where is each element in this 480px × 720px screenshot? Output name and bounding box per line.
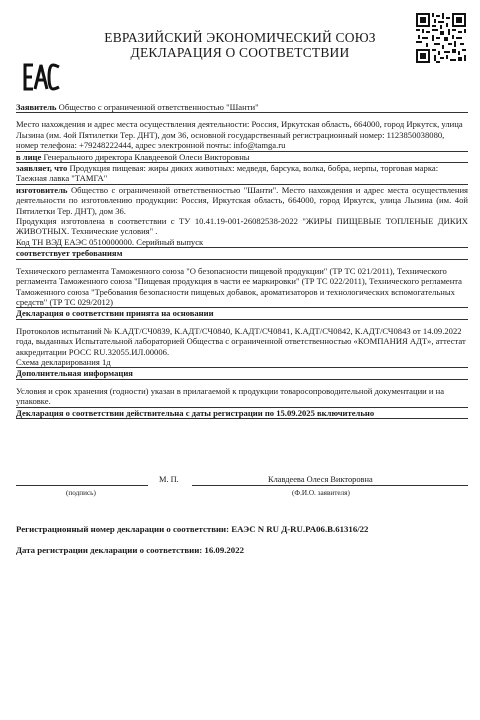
declares-section — [16, 163, 468, 185]
complies-section — [16, 266, 468, 309]
applicant-name: Общество с ограниченной ответственностью "Шанти" — [58, 102, 259, 112]
applicant-label: Заявитель — [16, 102, 57, 112]
additional-value: Условия и срок хранения (годности) указан в прилагаемой к продукции товаросопроводительной документации и на упаковке. — [16, 385, 445, 407]
basis-label: Декларация о соответствии принята на основании — [16, 308, 214, 319]
document-header — [60, 30, 420, 60]
manufacturer-value: Общество с ограниченной ответственностью "Шанти". Место нахождения и адрес места осуществления деятельности по изготовлению продукции: Россия, Иркутская область, 664000, город Иркутск, улица Лызина (им. 4ой Пятилетки Тер. ДНТ), дом 36. — [16, 184, 468, 216]
declaration-scheme: Схема декларирования 1д — [16, 356, 111, 367]
declares-label: заявляет, что — [16, 163, 68, 174]
basis-value: Протоколов испытаний № К.АДТ/СЧ0839, К.АДТ/СЧ0840, К.АДТ/СЧ0841, К.АДТ/СЧ0842, К.АДТ/СЧ0843 от 14.09.2022 года, выданных Испытательной лабораторией Общества с ограниченной ответственностью «КОМПАНИЯ АДТ», аттестат аккредитации РОСС RU.32055.ИЛ.00006. — [16, 325, 466, 357]
person-section — [16, 152, 468, 163]
manufacturer-spec: Продукция изготовлена в соответствии с ТУ 10.41.19-001-26082538-2022 "ЖИРЫ ПИЩЕВЫЕ ТОПЛЕНЫЕ ДИКИХ ЖИВОТНЫХ. Технические условия" . — [16, 216, 468, 237]
eac-logo — [22, 62, 62, 92]
manufacturer-label: изготовитель — [16, 184, 68, 195]
declaration-title: ДЕКЛАРАЦИЯ О СООТВЕТСТВИИ — [130, 45, 350, 60]
stamp-label: М. П. — [159, 475, 179, 484]
manufacturer-section — [16, 185, 468, 248]
applicant-section — [16, 102, 468, 113]
declaration-body — [16, 102, 468, 419]
additional-label-section — [16, 368, 468, 379]
registration-date: Дата регистрации декларации о соответствии: 16.09.2022 — [16, 545, 245, 555]
applicant-address: Место нахождения и адрес места осуществления деятельности: Россия, Иркутская область, 664000, город Иркутск, улица Лызина (им. 4ой Пятилетки Тер. ДНТ), дом 36, основной государственный регистрационный номер: 1123850038080, номер телефона: +79248222444, адрес электронной почты: info@tamga.ru — [16, 119, 463, 151]
qr-code — [416, 13, 466, 63]
name-caption: (Ф.И.О. заявителя) — [292, 489, 350, 497]
signature-line — [16, 485, 148, 486]
complies-label: соответствует требованиям — [16, 248, 123, 259]
name-line — [192, 485, 468, 486]
person-label: в лице — [16, 151, 42, 162]
registration-number: Регистрационный номер декларации о соответствии: ЕАЭС N RU Д-RU.PA06.B.61316/22 — [16, 524, 369, 534]
basis-label-section — [16, 308, 468, 319]
validity-section — [16, 408, 468, 419]
validity-text: Декларация о соответствии действительна с даты регистрации по 15.09.2025 включительно — [16, 407, 375, 418]
union-title: ЕВРАЗИЙСКИЙ ЭКОНОМИЧЕСКИЙ СОЮЗ — [104, 30, 376, 45]
product-code: Код ТН ВЭД ЕАЭС 0510000000. Серийный выпуск — [16, 236, 204, 247]
signature-caption: (подпись) — [66, 489, 96, 497]
signatory-name: Клавдеева Олеся Викторовна — [268, 475, 373, 484]
person-value: Генерального директора Клавдеевой Олеси Викторовны — [43, 151, 250, 162]
basis-section — [16, 326, 468, 369]
complies-label-section — [16, 248, 468, 259]
product-description: Продукция пищевая: жиры диких животных: медведя, барсука, волка, бобра, нерпы, торговая марка: Таежная лавка "ТАМГА" — [16, 163, 439, 184]
additional-section — [16, 386, 468, 408]
applicant-address-section — [16, 119, 468, 151]
complies-value: Технического регламента Таможенного союза "О безопасности пищевой продукции" (ТР ТС 021/2011), Технического регламента Таможенного союза "Пищевая продукция в части ее маркировки" (ТР ТС 022/2011), Технического регламента Таможенного союза "Требования безопасности пищевых добавок, ароматизаторов и технологических вспомогательных средств" (ТР ТС 029/2012) — [16, 265, 462, 307]
additional-label: Дополнительная информация — [16, 368, 133, 379]
